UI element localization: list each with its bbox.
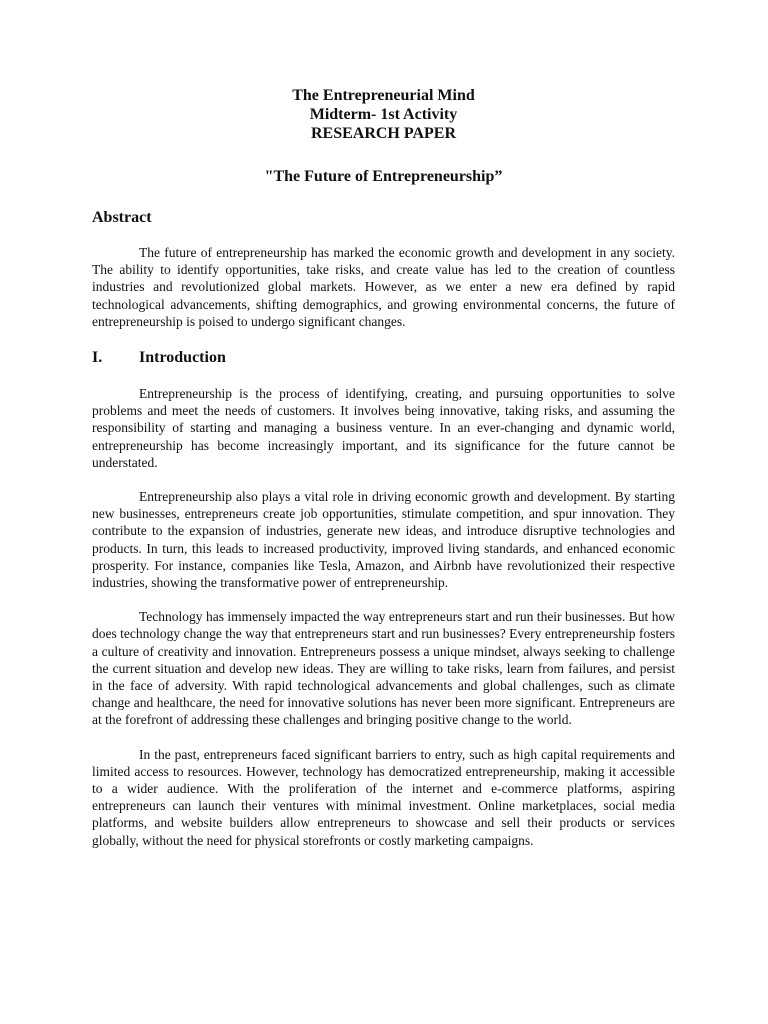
abstract-paragraph: The future of entrepreneurship has marked the economic growth and development in any society. The ability to identify opportunities, take risks, and create value has led to the creation of countless industries and revolutionized global markets. However, as we enter a new era defined by rapid technological advancements, shifting demographics, and growing environmental concerns, the future of entrepreneurship is poised to undergo significant changes.	[92, 245, 675, 329]
course-title: The Entrepreneurial Mind	[292, 87, 475, 104]
intro-paragraph: Entrepreneurship is the process of identifying, creating, and pursuing opportunities to solve problems and meet the needs of customers. It involves being innovative, taking risks, and assuming the responsibility of starting and managing a business venture. In an ever-changing and dynamic world, entrepreneurship has become increasingly important, and its significance for the future cannot be understated.	[92, 386, 675, 470]
document-type: RESEARCH PAPER	[310, 125, 457, 142]
document-page	[92, 86, 675, 849]
section-title: Introduction	[139, 349, 226, 367]
abstract-heading: Abstract	[92, 209, 152, 226]
section-number: I.	[92, 349, 103, 367]
activity-title: Midterm- 1st Activity	[309, 106, 458, 123]
intro-paragraph: In the past, entrepreneurs faced significant barriers to entry, such as high capital requirements and limited access to resources. However, technology has democratized entrepreneurship, making it accessible to a wider audience. With the proliferation of the internet and e-commerce platforms, aspiring entrepreneurs can launch their ventures with minimal investment. Online marketplaces, social media platforms, and website builders allow entrepreneurs to showcase and sell their products or services globally, without the need for physical storefronts or costly marketing campaigns.	[92, 746, 675, 848]
paper-title: "The Future of Entrepreneurship”	[264, 168, 503, 185]
introduction-heading	[92, 348, 675, 367]
intro-paragraph: Entrepreneurship also plays a vital role in driving economic growth and development. By starting new businesses, entrepreneurs create job opportunities, stimulate competition, and spur innovation. They contribute to the expansion of industries, generate new ideas, and introduce disruptive technologies and products. In turn, this leads to increased productivity, improved living standards, and enhanced economic prosperity. For instance, companies like Tesla, Amazon, and Airbnb have revolutionized their respective industries, showing the transformative power of entrepreneurship.	[92, 489, 675, 591]
intro-paragraph: Technology has immensely impacted the way entrepreneurs start and run their businesses. But how does technology change the way that entrepreneurs start and run businesses? Every entrepreneurship fosters a culture of creativity and innovation. Entrepreneurs possess a unique mindset, always seeking to challenge the current situation and develop new ideas. They are willing to take risks, learn from failures, and persist in the face of adversity. With rapid technological advancements and global challenges, such as climate change and healthcare, the need for innovative solutions has never been more significant. Entrepreneurs are at the forefront of addressing these challenges and bringing positive change to the world.	[92, 609, 675, 728]
document-header	[92, 86, 675, 143]
